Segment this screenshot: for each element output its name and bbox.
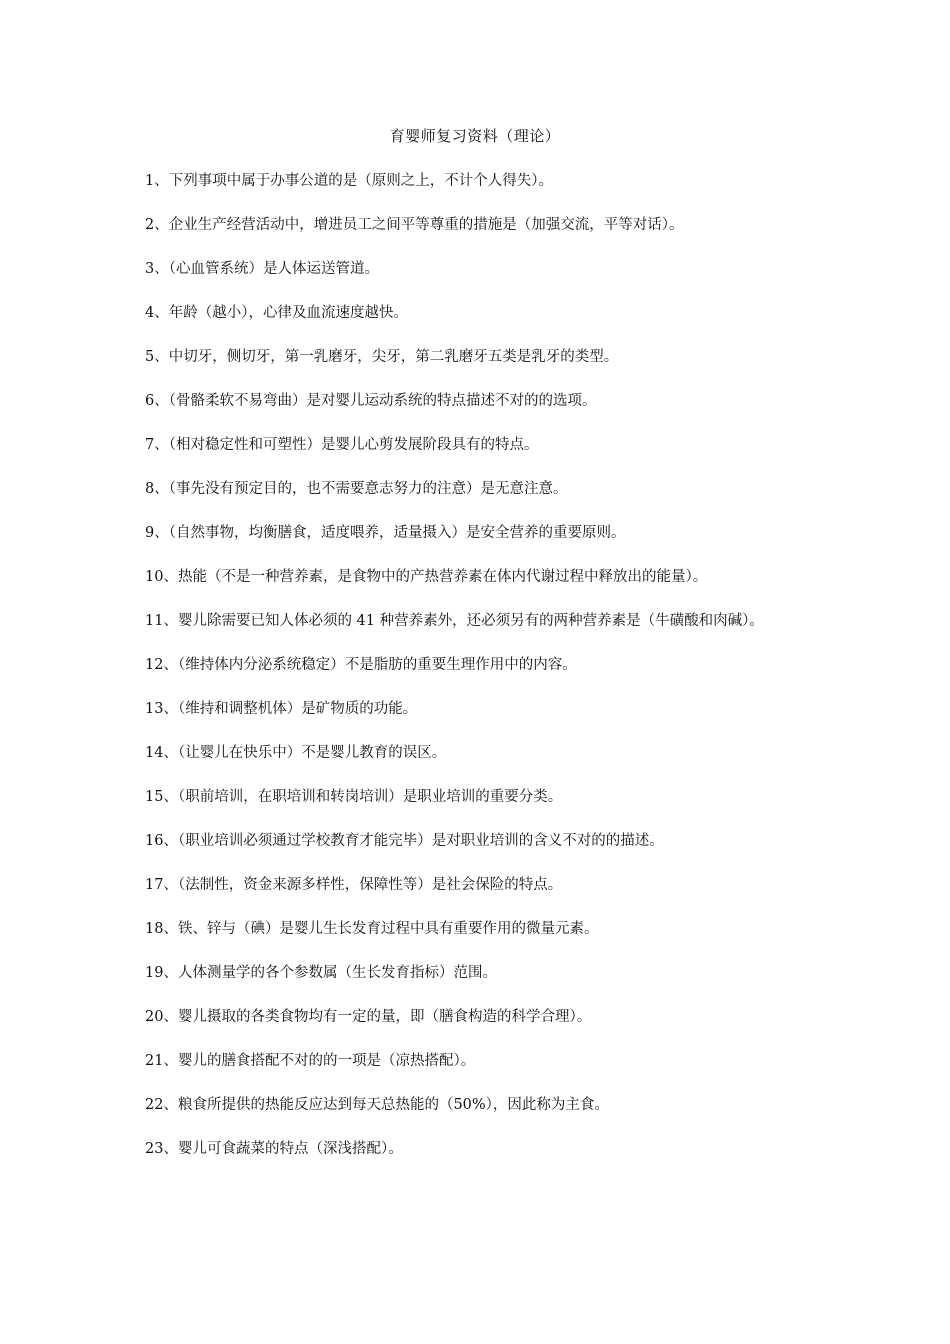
document-title: 育婴师复习资料（理论） [389,127,561,145]
list-item: 20、婴儿摄取的各类食物均有一定的量，即（膳食构造的科学合理）。 [145,1009,592,1025]
question-list [145,168,815,1180]
list-item: 3、（心血管系统）是人体运送管道。 [145,261,379,277]
list-item: 8、（事先没有预定目的，也不需要意志努力的注意）是无意注意。 [145,481,568,497]
list-item: 23、婴儿可食蔬菜的特点（深浅搭配）。 [145,1141,403,1157]
list-item: 6、（骨骼柔软不易弯曲）是对婴儿运动系统的特点描述不对的的选项。 [145,393,597,409]
list-item: 4、年龄（越小），心律及血流速度越快。 [145,305,408,321]
list-item: 7、（相对稳定性和可塑性）是婴儿心剪发展阶段具有的特点。 [145,437,539,453]
list-item: 11、婴儿除需要已知人体必须的 41 种营养素外，还必须另有的两种营养素是（牛磺酸和肉碱）。 [145,613,764,629]
list-item: 2、企业生产经营活动中，增进员工之间平等尊重的措施是（加强交流，平等对话）。 [145,217,684,233]
list-item: 15、（职前培训，在职培训和转岗培训）是职业培训的重要分类。 [145,789,563,805]
list-item: 13、（维持和调整机体）是矿物质的功能。 [145,701,418,717]
list-item: 10、热能（不是一种营养素，是食物中的产热营养素在体内代谢过程中释放出的能量）。 [145,569,708,585]
list-item: 14、（让婴儿在快乐中）不是婴儿教育的误区。 [145,745,447,761]
list-item: 9、（自然事物，均衡膳食，适度喂养，适量摄入）是安全营养的重要原则。 [145,525,626,541]
list-item: 16、（职业培训必须通过学校教育才能完毕）是对职业培训的含义不对的的描述。 [145,833,664,849]
list-item: 21、婴儿的膳食搭配不对的的一项是（凉热搭配）。 [145,1053,476,1069]
list-item: 17、（法制性，资金来源多样性，保障性等）是社会保险的特点。 [145,877,563,893]
list-item: 18、铁、锌与（碘）是婴儿生长发育过程中具有重要作用的微量元素。 [145,921,599,937]
list-item: 12、（维持体内分泌系统稳定）不是脂肪的重要生理作用中的内容。 [145,657,577,673]
list-item: 19、人体测量学的各个参数属（生长发育指标）范围。 [145,965,497,981]
list-item: 5、中切牙，侧切牙，第一乳磨牙，尖牙，第二乳磨牙五类是乳牙的类型。 [145,349,619,365]
list-item: 1、下列事项中属于办事公道的是（原则之上，不计个人得失）。 [145,173,553,189]
list-item: 22、粮食所提供的热能反应达到每天总热能的（50%），因此称为主食。 [145,1097,609,1113]
